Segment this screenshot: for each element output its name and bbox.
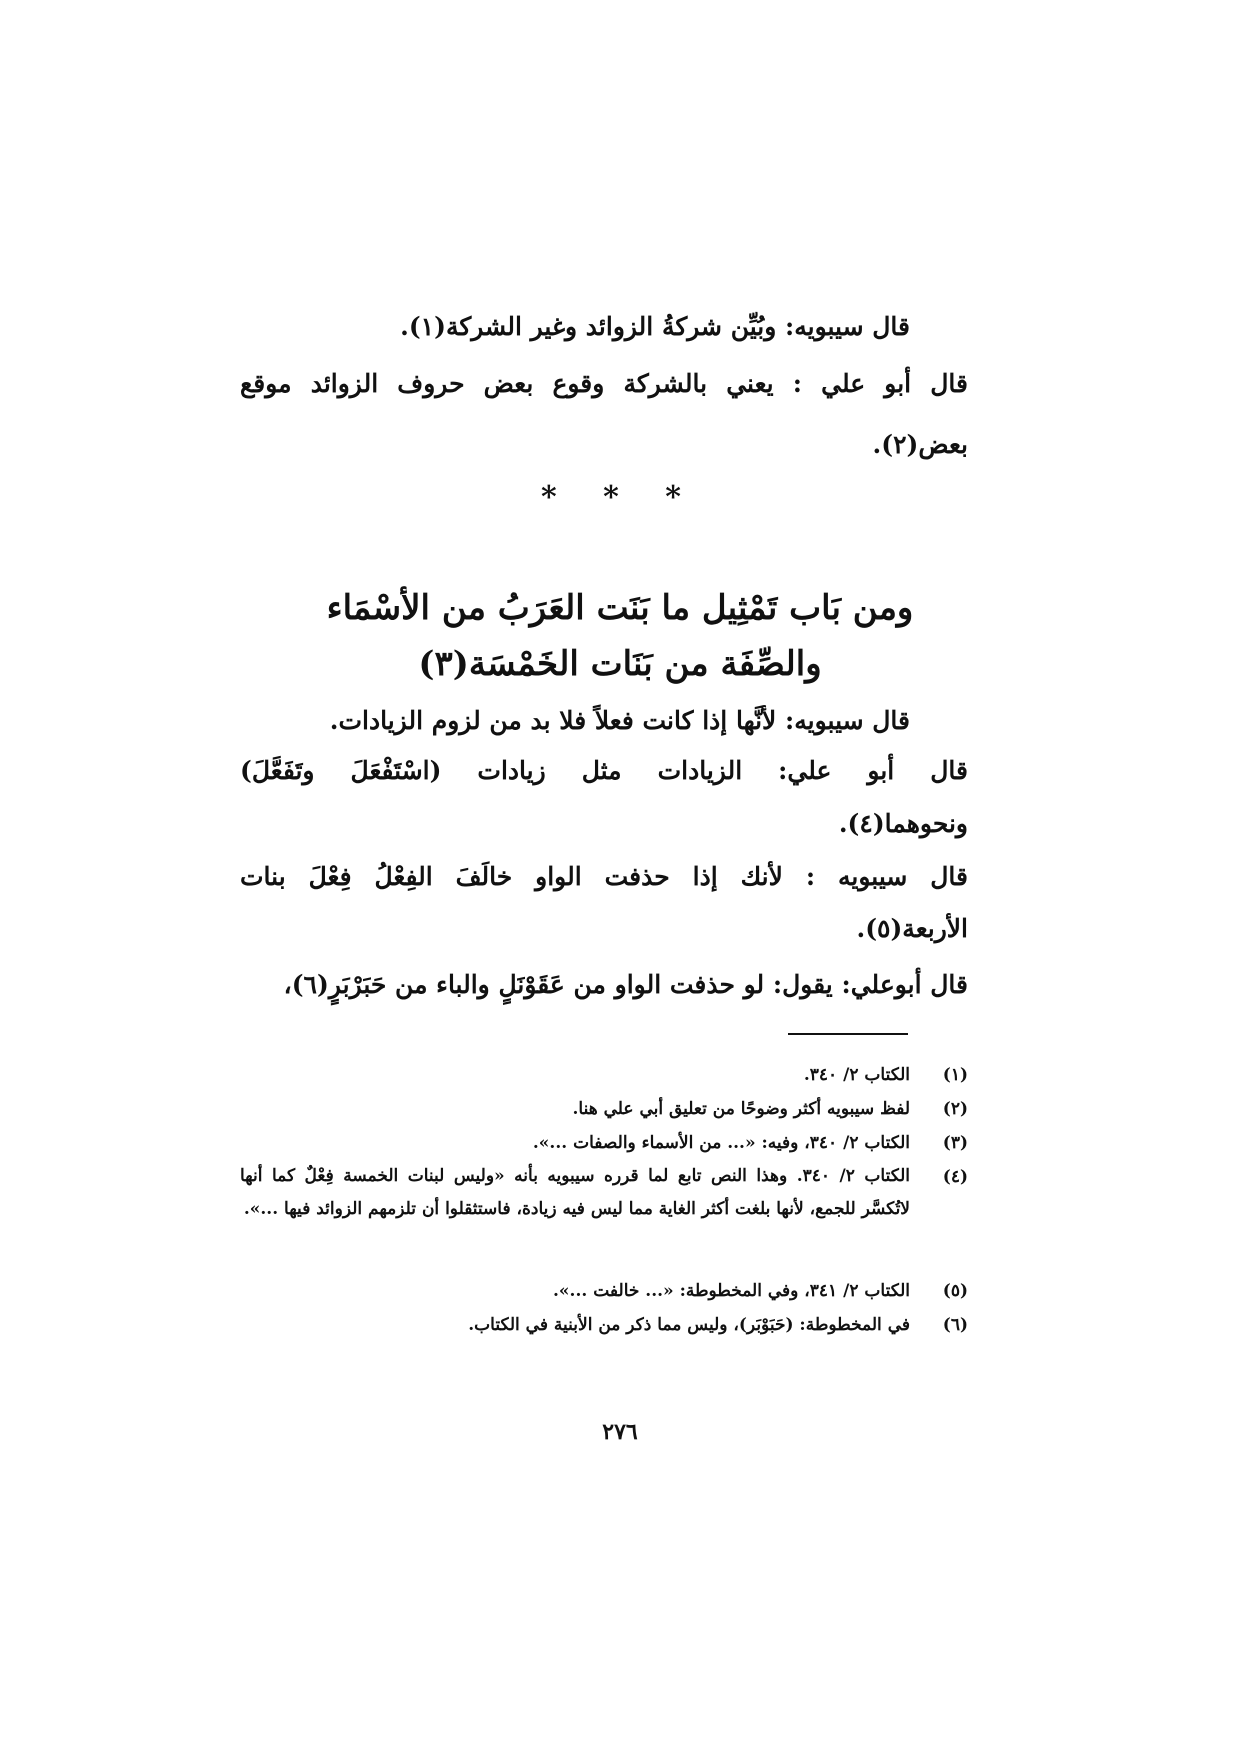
section-separator-stars: * * * xyxy=(541,480,699,515)
footnote-number: (١) xyxy=(942,1065,968,1085)
paragraph-abu-ali-3: قال أبوعلي: يقول: لو حذفت الواو من عَقَوْنَلٍ والباء من حَبَرْبَرٍ(٦)، xyxy=(283,970,968,999)
page-number: ٢٧٦ xyxy=(602,1419,638,1445)
paragraph-abu-ali-1-line-1: قال أبو علي : يعني بالشركة وقوع بعض حروف الزوائد موقع xyxy=(240,369,968,398)
paragraph-abu-ali-2-line-1: قال أبو علي: الزيادات مثل زيادات (اسْتَفْعَلَ وتَفَعَّلَ) xyxy=(240,756,968,785)
paragraph-abu-ali-2-line-2: ونحوهما(٤). xyxy=(838,809,968,838)
paragraph-sibawayh-2: قال سيبويه: لأنَّها إذا كانت فعلاً فلا بد من لزوم الزيادات. xyxy=(329,706,910,735)
paragraph-sibawayh-3-line-1: قال سيبويه : لأنك إذا حذفت الواو خالَفَ الفِعْلُ فِعْلَ بنات xyxy=(240,862,968,891)
paragraph-sibawayh-1: قال سيبويه: وبُيِّن شركةُ الزوائد وغير الشركة(١). xyxy=(400,312,910,341)
footnote-number: (٦) xyxy=(942,1315,968,1335)
footnote-number: (٤) xyxy=(942,1167,968,1187)
chapter-heading-line-2: والصِّفَة من بَنَات الخَمْسَة(٣) xyxy=(418,644,822,684)
footnote-text: الكتاب ٢/ ٣٤٠. xyxy=(803,1065,910,1085)
footnote-text: الكتاب ٢/ ٣٤٠، وفيه: «... من الأسماء والصفات ...». xyxy=(532,1133,910,1153)
footnote-number: (٢) xyxy=(942,1099,968,1119)
footnote-text: في المخطوطة: (حَبَوْبَر)، وليس مما ذكر من الأبنية في الكتاب. xyxy=(468,1315,910,1335)
footnote-separator xyxy=(788,1033,908,1035)
footnote-text: الكتاب ٢/ ٣٤١، وفي المخطوطة: «... خالفت ...». xyxy=(553,1281,910,1301)
footnote-text: الكتاب ٢/ ٣٤٠. وهذا النص تابع لما قرره سيبويه بأنه «وليس لبنات الخمسة فِعْلٌ كما أنها لاتُكسَّر للجمع، لأنها بلغت أكثر الغاية مما ليس فيه زيادة، فاستثقلوا أن تلزمهم الزوائد فيها ...». xyxy=(240,1166,910,1219)
footnote-4 xyxy=(240,1167,968,1267)
footnote-number: (٥) xyxy=(942,1281,968,1301)
paragraph-sibawayh-3-line-2: الأربعة(٥). xyxy=(856,914,968,943)
footnote-text: لفظ سيبويه أكثر وضوحًا من تعليق أبي علي هنا. xyxy=(572,1099,910,1119)
chapter-heading-line-1: ومن بَاب تَمْثِيل ما بَنَت العَرَبُ من الأسْمَاء xyxy=(326,588,914,628)
footnote-number: (٣) xyxy=(942,1133,968,1153)
paragraph-abu-ali-1-line-2: بعض(٢). xyxy=(872,430,968,459)
